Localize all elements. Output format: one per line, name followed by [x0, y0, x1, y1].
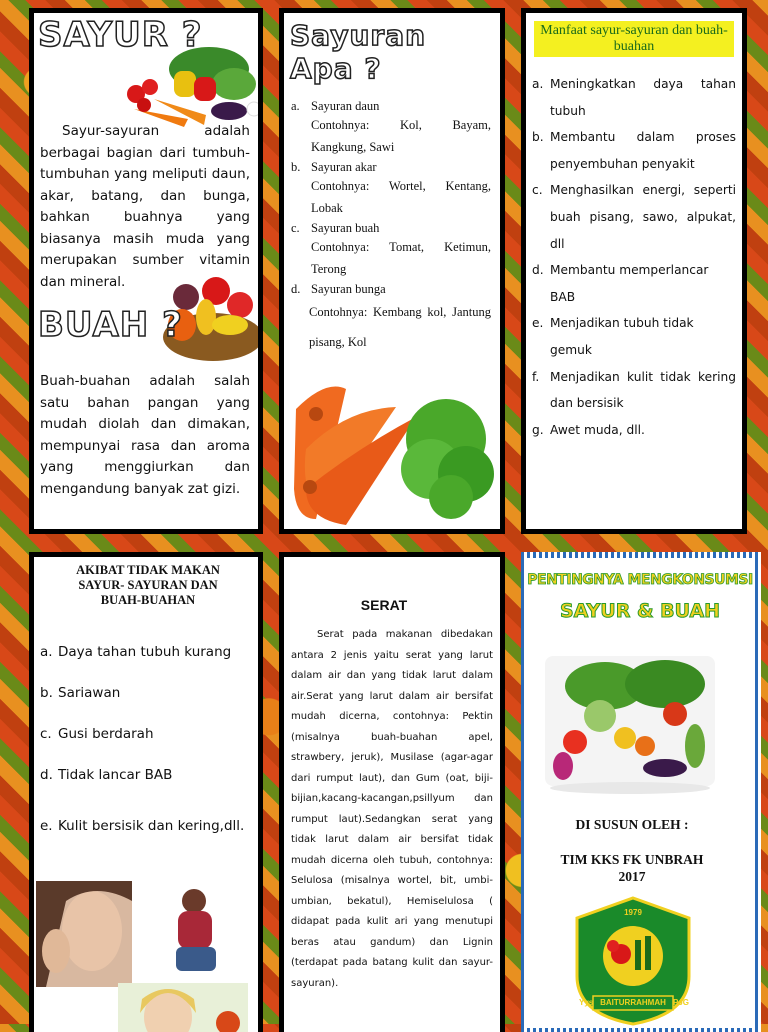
panel-serat: [279, 552, 505, 1032]
panel-sayur-buah: [29, 8, 263, 534]
list-item: d. Sayuran bunga: [291, 282, 386, 296]
sick-woman-photo: [36, 881, 132, 987]
list-item: a. Sayuran daun: [291, 99, 380, 113]
list-item: a. Daya tahan tubuh kurang: [40, 644, 232, 660]
panel-cover: [521, 552, 761, 1032]
list-item: c. Gusi berdarah: [40, 726, 154, 742]
list-item: e. Kulit bersisik dan kering,dll.: [40, 818, 245, 834]
buah-text: Buah-buahan adalah salah satu bahan pangan yang mudah diolah dan dimakan, mempunyai rasa dan aroma yang menggiurkan dan mengandung banyak zat gizi.: [40, 373, 250, 497]
logo-text: BAITURRAHMAH: [600, 998, 666, 1007]
list-item: d. Membantu memperlancar BAB: [532, 263, 709, 304]
brochure-inside: [0, 540, 768, 1024]
vegetable-basket-photo: [545, 656, 715, 796]
cover-title-line1: PENTINGNYA MENGKONSUMSI: [527, 572, 753, 588]
year-label: 2017: [618, 869, 646, 884]
title-buah: BUAH ?: [38, 305, 183, 345]
list-item: b. Sayuran akar: [291, 160, 377, 174]
smiling-woman-photo: [118, 983, 248, 1032]
serat-title: SERAT: [360, 597, 408, 613]
list-item: f. Menjadikan kulit tidak kering dan bersisik: [532, 369, 736, 411]
list-item: g. Awet muda, dll.: [532, 422, 645, 437]
list-item: e. Menjadikan tubuh tidak gemuk: [532, 316, 694, 357]
manfaat-list: [532, 71, 736, 443]
list-item: c. Menghasilkan energi, seperti buah pisang, sawo, alpukat, dll: [532, 183, 736, 251]
panel-manfaat: [521, 8, 747, 534]
logo-text-left: Yys: [579, 998, 594, 1007]
logo-year: 1979: [624, 908, 642, 917]
baiturrahmah-logo: [573, 896, 693, 1026]
carrot-lettuce-image: [286, 369, 500, 525]
akibat-title: AKIBAT TIDAK MAKAN SAYUR- SAYURAN DAN BUAH-BUAHAN: [76, 563, 220, 607]
list-item: c. Sayuran buah: [291, 221, 380, 235]
title-sayur: SAYUR ?: [38, 15, 203, 55]
logo-text-right: PJG: [672, 998, 689, 1007]
sayuran-list: a. Sayuran daun Contohnya: Kol, Bayam, Kangkung, Sawi b. Sayuran akar Contohnya: Wortel, Kentang, Lobak c. Sayuran buah Contohnya: Tomat, Ketimun, Terong d. Sayuran bunga Contohnya: Kembang kol, Jantung pisang, Kol: [291, 99, 491, 349]
list-item: a. Meningkatkan daya tahan tubuh: [532, 77, 736, 118]
panel-akibat: [29, 552, 263, 1032]
list-item: b. Sariawan: [40, 685, 121, 701]
panel-sayuran-apa: [279, 8, 505, 534]
list-item: b. Membantu dalam proses penyembuhan penyakit: [532, 130, 736, 171]
stomachache-woman-photo: [164, 887, 228, 979]
cover-title-line2: SAYUR & BUAH: [559, 600, 721, 622]
vegetables-image: [114, 39, 258, 131]
list-item: d. Tidak lancar BAB: [40, 767, 173, 783]
team-name: TIM KKS FK UNBRAH: [560, 852, 704, 867]
sayur-text: Sayur-sayuran adalah berbagai bagian dari tumbuh-tumbuhan yang meliputi daun, akar, batang, dan bunga, bahkan buahnya yang biasanya masih muda yang merupakan sumber vitamin dan mineral.: [40, 123, 250, 290]
manfaat-title: Manfaat sayur-sayuran dan buah-buahan: [534, 21, 734, 57]
serat-text: Serat pada makanan dibedakan antara 2 jenis yaitu serat yang larut dalam air dan yang tidak larut dalam air.Serat yang larut dalam air bersifat mudah dicerna, contohnya: Pektin (misalnya buah-buahan apel, strawbery, jeruk), Musilase (agar-agar dari rumput laut), dan Gum (oat, biji-bijian,kacang-kacangan,psillyum dan rumput laut).Sedangkan serat yang tidak larut dalam air bersifat tidak mudah dicerna oleh tubuh, contohnya: Selulosa (misalnya wortel, bit, umbi-umbian, bekatul), Hemiselulosa ( didapat pada kulit ari yang menutupi beras atau gandum) dan Lignin (terdapat pada batang kulit dan sayur-sayuran).: [291, 629, 493, 989]
disusun-label: DI SUSUN OLEH :: [575, 817, 689, 832]
akibat-list: [40, 642, 246, 847]
title-sayuran-apa: Sayuran Apa ?: [290, 19, 427, 85]
